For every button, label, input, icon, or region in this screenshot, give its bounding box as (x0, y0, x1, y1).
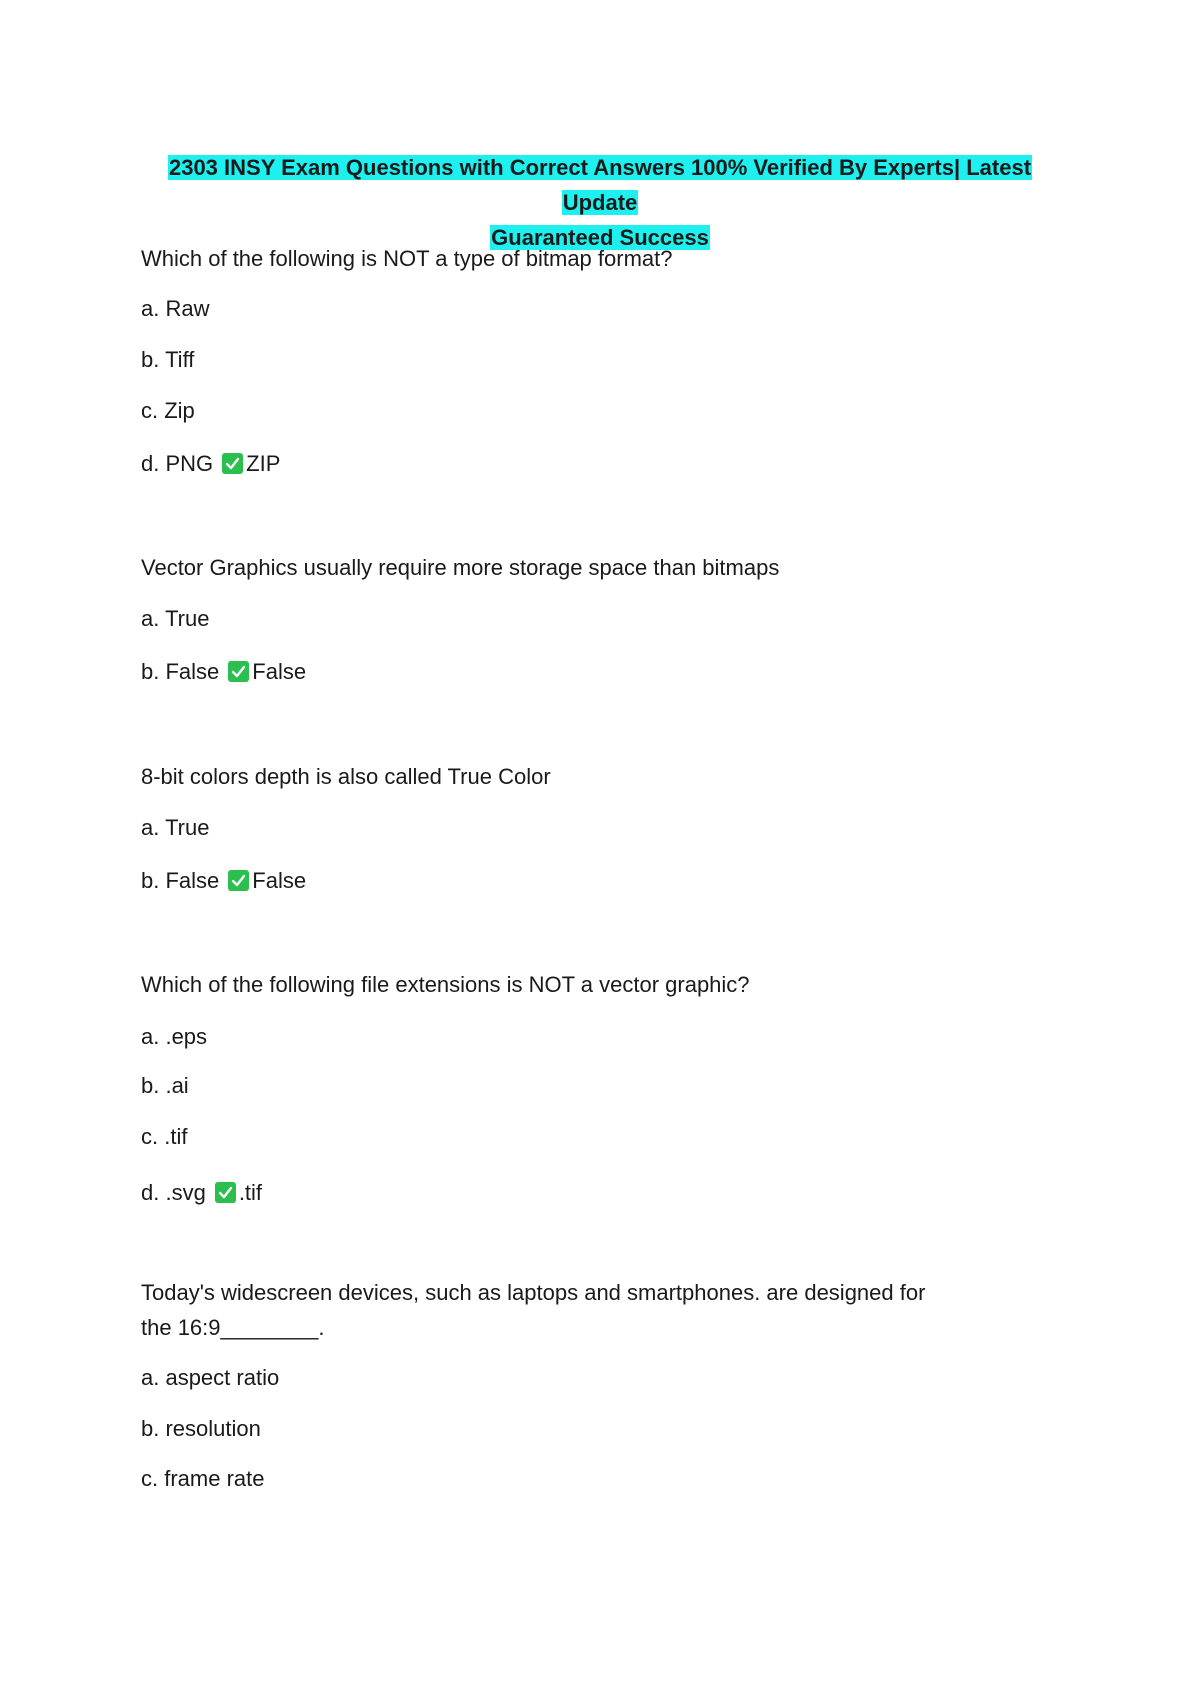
question-1-prompt: Which of the following is NOT a type of bitmap format? (141, 246, 673, 271)
check-mark-icon (228, 870, 249, 891)
title-line-2: Guaranteed Success (491, 225, 709, 250)
question-5-option-b: b. resolution (141, 1416, 261, 1441)
question-4-option-d: d. .svg (141, 1180, 206, 1205)
question-2-option-b: b. False (141, 659, 220, 684)
question-4-prompt: Which of the following file extensions is NOT a vector graphic? (141, 972, 750, 997)
question-4-option-d-row (141, 1180, 262, 1206)
question-3-answer: False (252, 868, 307, 893)
question-5-option-c: c. frame rate (141, 1466, 265, 1491)
question-3-option-b: b. False (141, 868, 220, 893)
check-mark-icon (215, 1182, 236, 1203)
question-1-option-a: a. Raw (141, 296, 210, 321)
check-mark-icon (228, 661, 249, 682)
question-3-option-b-row (141, 868, 306, 894)
question-1-answer: ZIP (246, 451, 281, 476)
question-1-option-b: b. Tiff (141, 347, 195, 372)
question-5-prompt: Today's widescreen devices, such as laptops and smartphones. are designed for the 16:9________. (141, 1280, 926, 1340)
question-3-prompt: 8-bit colors depth is also called True Color (141, 764, 551, 789)
question-1-option-c: c. Zip (141, 398, 195, 423)
document-title (150, 150, 1050, 255)
question-5-option-a: a. aspect ratio (141, 1365, 280, 1390)
question-3-option-a: a. True (141, 815, 210, 840)
question-2-prompt: Vector Graphics usually require more storage space than bitmaps (141, 555, 780, 580)
question-4-option-c: c. .tif (141, 1124, 188, 1149)
question-1-option-d-row (141, 451, 280, 477)
question-1-option-d: d. PNG (141, 451, 214, 476)
question-4-option-a: a. .eps (141, 1024, 208, 1049)
check-mark-icon (222, 453, 243, 474)
question-2-option-b-row (141, 659, 306, 685)
question-2-answer: False (252, 659, 307, 684)
question-2-option-a: a. True (141, 606, 210, 631)
question-4-option-b: b. .ai (141, 1073, 189, 1098)
title-line-1: 2303 INSY Exam Questions with Correct Answers 100% Verified By Experts| Latest Update (168, 155, 1032, 215)
question-4-answer: .tif (238, 1180, 263, 1205)
